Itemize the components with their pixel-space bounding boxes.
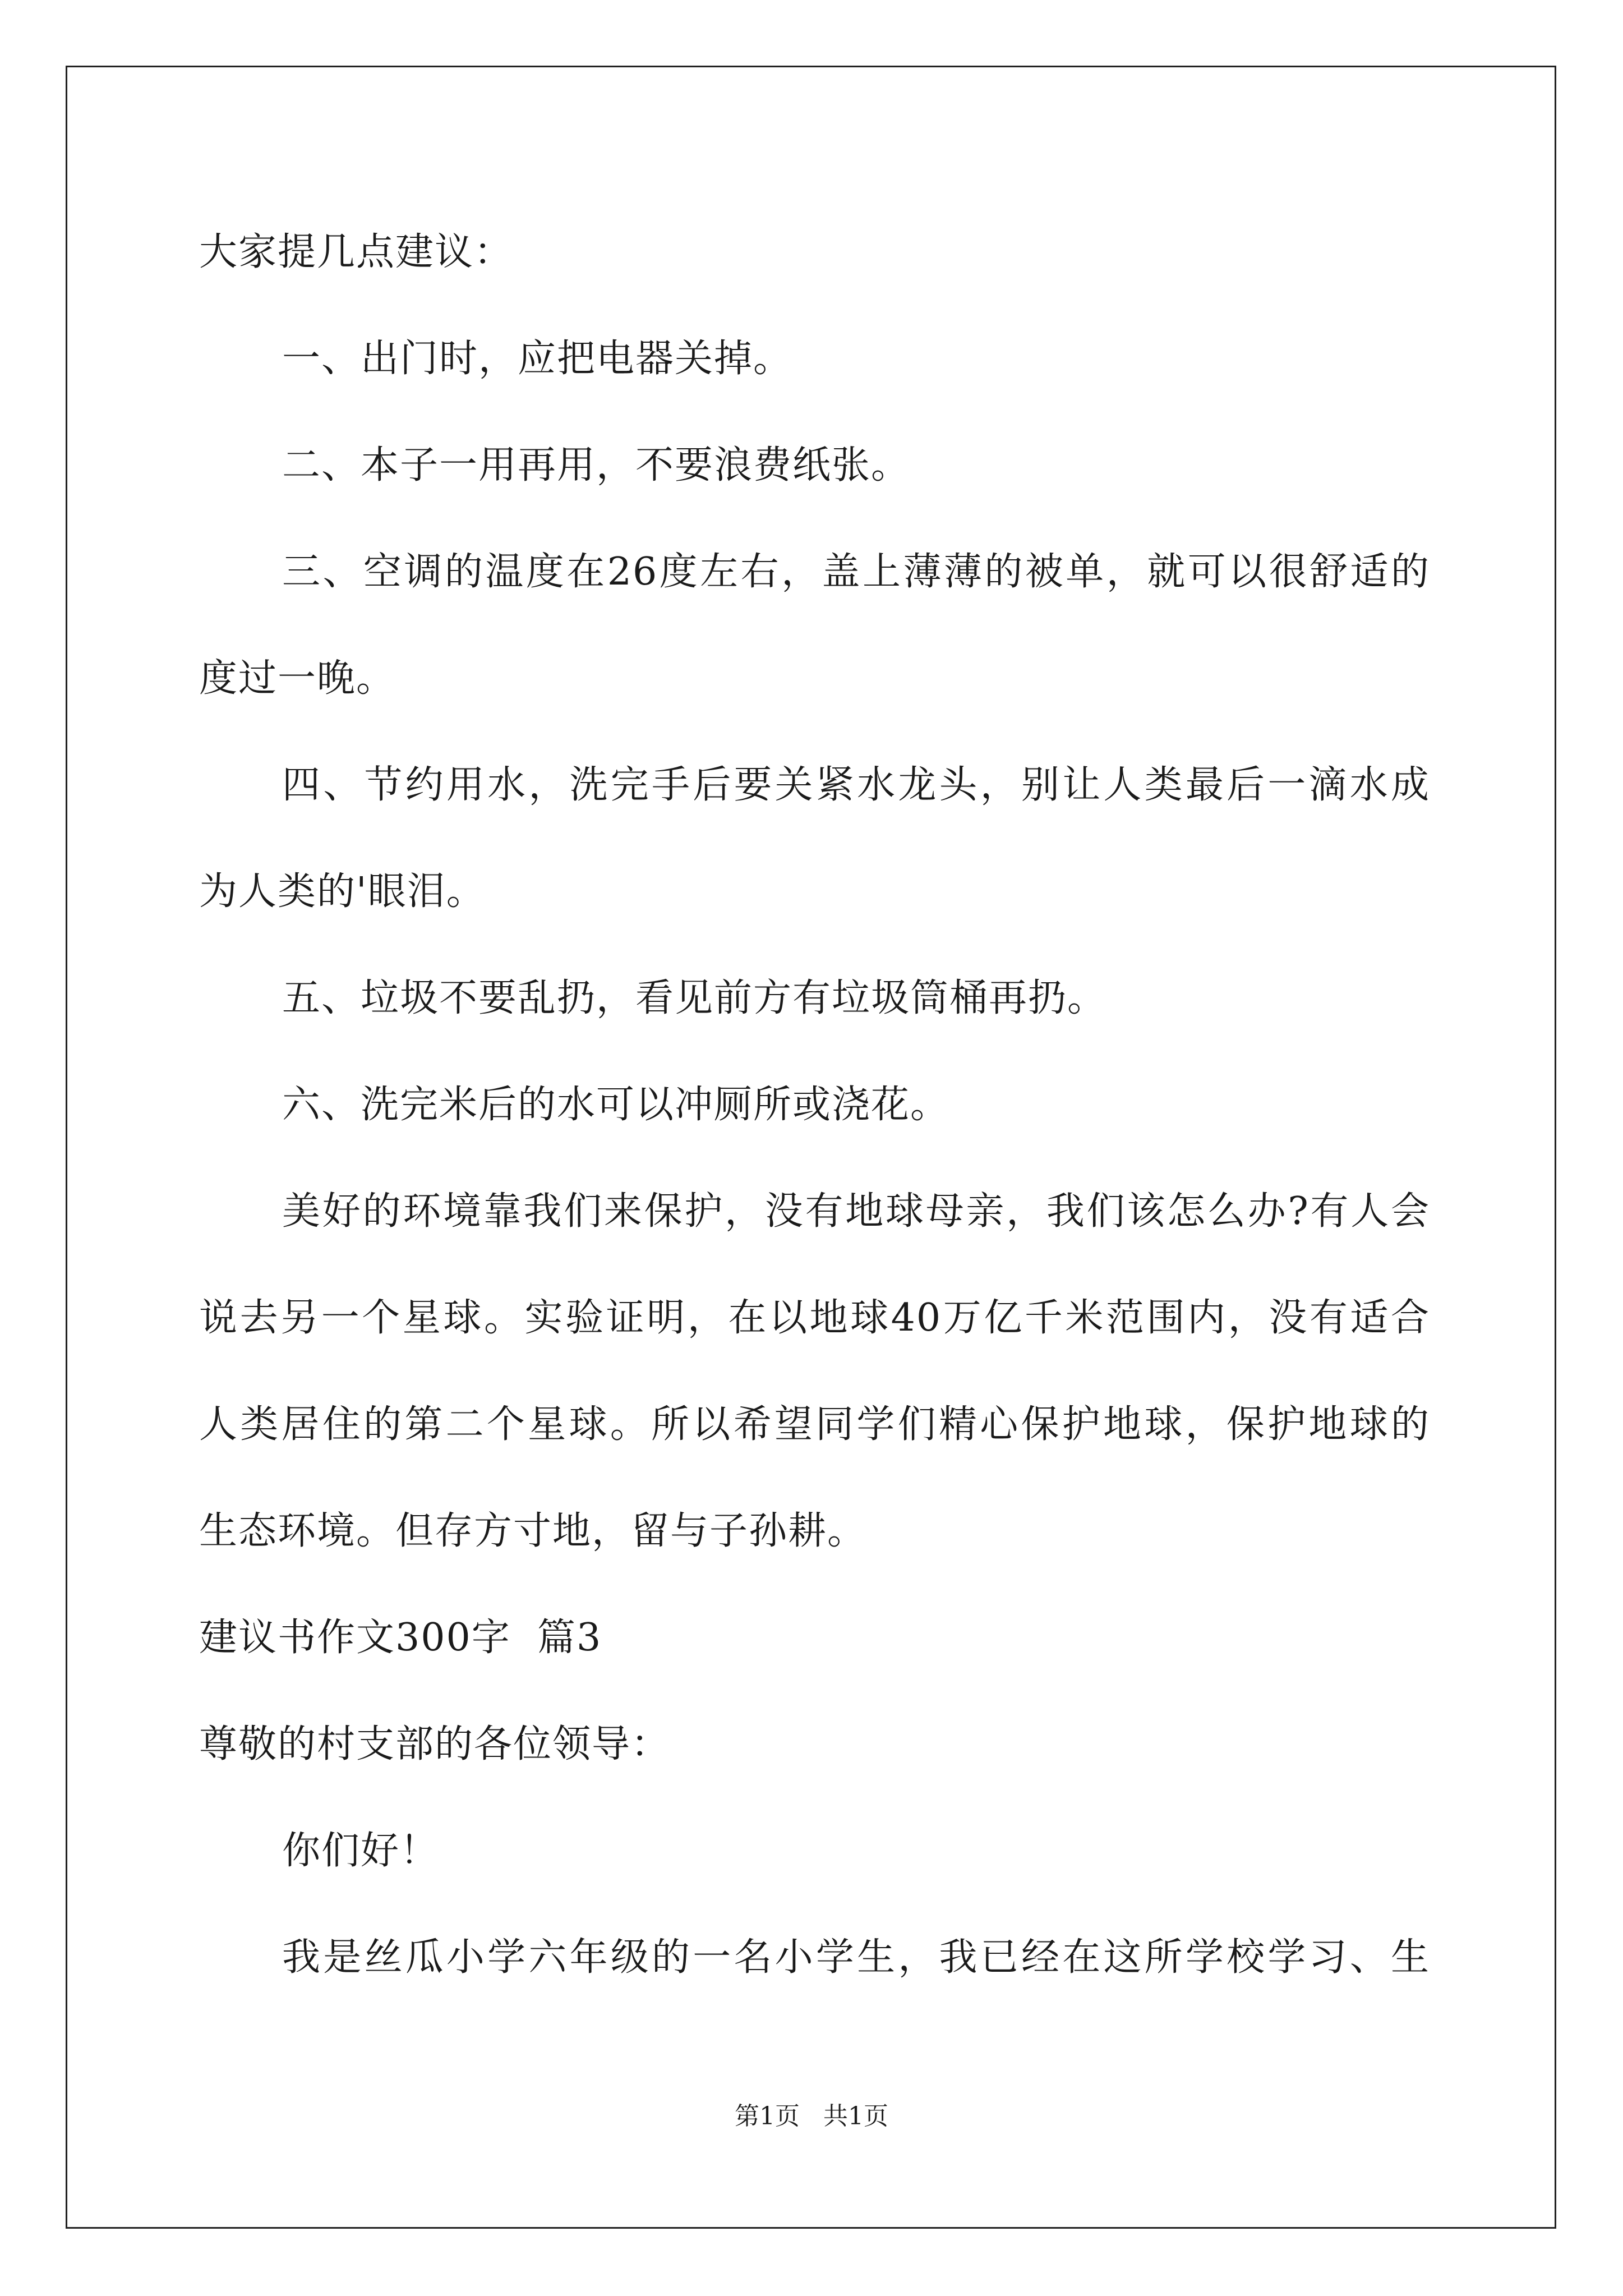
text-line: 为人类的'眼泪。 xyxy=(199,869,486,914)
text-line: 二、本子一用再用，不要浪费纸张。 xyxy=(282,443,911,487)
text-line: 说去另一个星球。实验证明，在以地球40万亿千米范围内，没有适合 xyxy=(199,1296,1430,1340)
text-line: 我是丝瓜小学六年级的一名小学生，我已经在这所学校学习、生 xyxy=(282,1935,1430,1980)
text-line: 生态环境。但存方寸地，留与子孙耕。 xyxy=(199,1509,867,1553)
text-line: 美好的环境靠我们来保护，没有地球母亲，我们该怎么办?有人会 xyxy=(282,1189,1430,1234)
text-line: 三、空调的温度在26度左右，盖上薄薄的被单，就可以很舒适的 xyxy=(282,550,1430,594)
section-heading: 建议书作文300字 篇3 xyxy=(199,1616,602,1660)
text-line: 一、出门时，应把电器关掉。 xyxy=(282,337,793,381)
text-line: 四、节约用水，洗完手后要关紧水龙头，别让人类最后一滴水成 xyxy=(282,763,1430,807)
text-line: 大家提几点建议： xyxy=(199,230,514,274)
page-footer: 第1页 共1页 xyxy=(735,2102,888,2131)
text-line: 尊敬的村支部的各位领导： xyxy=(199,1722,671,1766)
text-line: 人类居住的第二个星球。所以希望同学们精心保护地球，保护地球的 xyxy=(199,1402,1430,1447)
text-line: 度过一晚。 xyxy=(199,656,396,701)
text-line: 五、垃圾不要乱扔，看见前方有垃圾筒桶再扔。 xyxy=(282,976,1107,1020)
text-line: 六、洗完米后的水可以冲厕所或浇花。 xyxy=(282,1083,950,1127)
text-line: 你们好！ xyxy=(282,1829,440,1873)
page-border xyxy=(66,66,1556,2229)
